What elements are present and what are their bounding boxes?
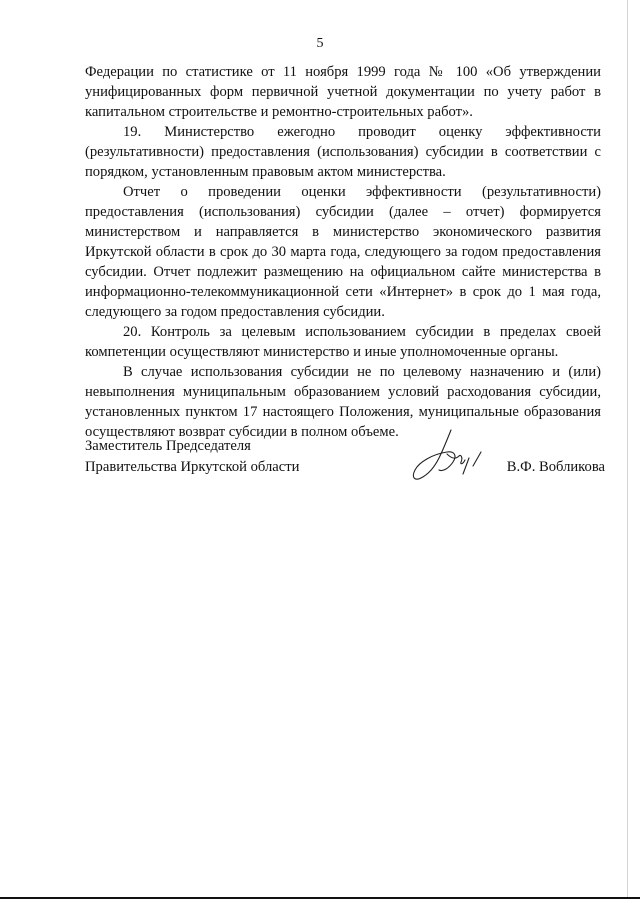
paragraph-continuation: Федерации по статистике от 11 ноября 1999 года № 100 «Об утверждении унифицированных форм первичной учетной документации по учету работ в капитальном строительстве и ремонтно-строительных работ». [85, 64, 601, 120]
signature-block [85, 436, 605, 496]
paragraph-report: Отчет о проведении оценки эффективности (результативности) предоставления (использования) субсидии (далее – отчет) формируется министерством и направляется в министерство экономического развития Иркутской области в срок до 30 марта года, следующего за годом предоставления субсидии. Отчет подлежит размещению на официальном сайте министерства в информационно-телекоммуникационной сети «Интернет» в срок до 1 мая года, следующего за годом предоставления субсидии. [85, 184, 601, 320]
page-number: 5 [316, 36, 324, 51]
scan-edge-line [627, 0, 628, 897]
paragraph-misuse: В случае использования субсидии не по целевому назначению и (или) невыполнения муниципальным образованием условий расходования субсидии, установленных пунктом 17 настоящего Положения, муниципальные образования осуществляют возврат субсидии в полном объеме. [85, 364, 601, 440]
signatory-name: В.Ф. Вобликова [506, 459, 605, 475]
signatory-title-line1: Заместитель Председателя [85, 438, 251, 454]
document-body [85, 62, 601, 442]
paragraph-item-20: 20. Контроль за целевым использованием субсидии в пределах своей компетенции осуществляют министерство и иные уполномоченные органы. [85, 324, 601, 360]
signatory-title [85, 436, 299, 478]
signatory-title-line2: Правительства Иркутской области [85, 459, 300, 475]
page-bottom-border [0, 897, 640, 899]
paragraph-item-19: 19. Министерство ежегодно проводит оценку эффективности (результативности) предоставления (использования) субсидии в соответствии с порядком, установленным правовым актом министерства. [85, 124, 601, 180]
handwritten-signature [403, 424, 493, 484]
